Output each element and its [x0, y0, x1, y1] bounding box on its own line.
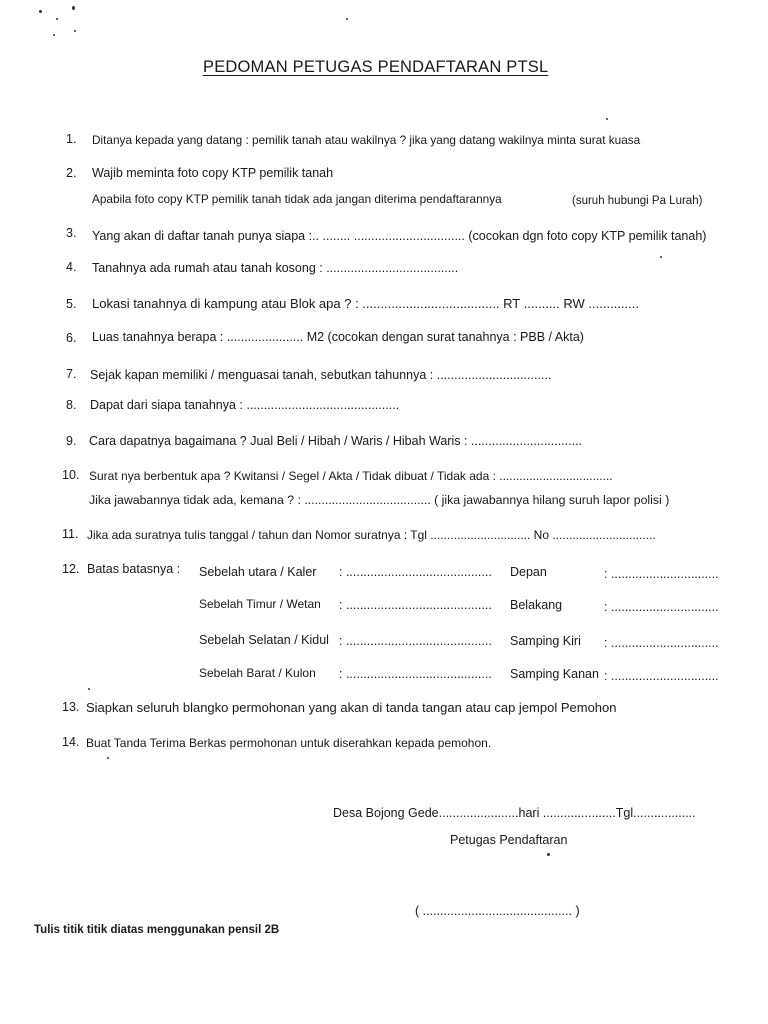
scan-speck [74, 30, 76, 32]
item-1-text: Ditanya kepada yang datang : pemilik tanah atau wakilnya ? jika yang datang wakilnya minta surat kuasa [92, 133, 641, 147]
batas-east-dots: : .......................................... [339, 598, 492, 612]
batas-west-dots: : .......................................... [339, 667, 492, 681]
item-3-text: Yang akan di daftar tanah punya siapa :.. ........ ................................ (cocokan dgn foto copy KTP pemilik tanah) [92, 229, 707, 243]
item-2-note: (suruh hubungi Pa Lurah) [572, 195, 703, 207]
batas-south-label: Sebelah Selatan / Kidul [199, 633, 329, 647]
item-number-10: 10. [62, 468, 80, 482]
item-number-2: 2. [66, 166, 77, 180]
scan-speck [88, 688, 90, 690]
batas-north-label: Sebelah utara / Kaler [199, 565, 317, 579]
item-6-text: Luas tanahnya berapa : ...................... M2 (cocokan dengan surat tanahnya : PBB / Akta) [92, 330, 584, 344]
item-10-subtext: Jika jawabannya tidak ada, kemana ? : ..................................... ( jika jawabannya hilang suruh lapor polisi ) [89, 493, 670, 507]
item-13-text: Siapkan seluruh blangko permohonan yang akan di tanda tangan atau cap jempol Pemohon [86, 700, 617, 715]
batas-south-dots: : .......................................... [339, 634, 492, 648]
batas-left-side-dots: : ............................... [604, 636, 719, 650]
batas-right-side-dots: : ............................... [604, 669, 719, 683]
scan-speck [107, 757, 109, 759]
item-number-9: 9. [66, 434, 77, 448]
batas-back-label: Belakang [510, 598, 563, 612]
batas-west-label: Sebelah Barat / Kulon [199, 666, 316, 680]
item-number-14: 14. [62, 735, 80, 749]
scan-speck [547, 853, 550, 856]
officer-title: Petugas Pendaftaran [450, 833, 568, 847]
item-2-text: Wajib meminta foto copy KTP pemilik tanah [92, 166, 334, 180]
item-9-text: Cara dapatnya bagaimana ? Jual Beli / Hibah / Waris / Hibah Waris : ................................ [89, 434, 583, 448]
item-12-text: Batas batasnya : [87, 562, 181, 576]
scan-speck [346, 18, 348, 20]
item-7-text: Sejak kapan memiliki / menguasai tanah, sebutkan tahunnya : ................................. [90, 368, 552, 382]
batas-front-label: Depan [510, 565, 547, 579]
item-number-5: 5. [66, 297, 77, 311]
item-2-subtext: Apabila foto copy KTP pemilik tanah tidak ada jangan diterima pendaftarannya [92, 192, 502, 206]
scan-speck [56, 18, 58, 20]
scan-speck [660, 256, 662, 258]
item-8-text: Dapat dari siapa tanahnya : ............................................ [90, 398, 400, 412]
item-number-1: 1. [66, 132, 77, 146]
page-title: PEDOMAN PETUGAS PENDAFTARAN PTSL [203, 58, 549, 76]
batas-north-dots: : .......................................... [339, 565, 492, 579]
item-number-13: 13. [62, 700, 80, 714]
place-date-line: Desa Bojong Gede.......................hari .....................Tgl.................. [333, 806, 696, 820]
signature-line: ( ........................................... ) [415, 904, 580, 918]
item-11-text: Jika ada suratnya tulis tanggal / tahun dan Nomor suratnya : Tgl .............................. No ............................... [87, 528, 656, 542]
item-5-text: Lokasi tanahnya di kampung atau Blok apa ? : ...................................... RT .......... RW .............. [92, 296, 639, 311]
item-number-4: 4. [66, 260, 77, 274]
pencil-note: Tulis titik titik diatas menggunakan pensil 2B [34, 924, 280, 936]
item-number-8: 8. [66, 398, 77, 412]
batas-front-dots: : ............................... [604, 567, 719, 581]
scan-speck [39, 10, 42, 13]
batas-left-side-label: Samping Kiri [510, 634, 581, 648]
item-4-text: Tanahnya ada rumah atau tanah kosong : ...................................... [92, 261, 459, 275]
batas-back-dots: : ............................... [604, 600, 719, 614]
scan-speck [72, 6, 75, 10]
item-number-7: 7. [66, 367, 77, 381]
item-number-12: 12. [62, 562, 80, 576]
batas-right-side-label: Samping Kanan [510, 667, 599, 681]
scan-speck [53, 34, 55, 36]
scan-speck [606, 118, 608, 120]
item-number-3: 3. [66, 226, 77, 240]
item-number-6: 6. [66, 331, 77, 345]
batas-east-label: Sebelah Timur / Wetan [199, 597, 321, 611]
item-number-11: 11. [62, 527, 79, 541]
item-14-text: Buat Tanda Terima Berkas permohonan untuk diserahkan kepada pemohon. [86, 736, 492, 750]
item-10-text: Surat nya berbentuk apa ? Kwitansi / Segel / Akta / Tidak dibuat / Tidak ada : .................................. [89, 469, 613, 483]
